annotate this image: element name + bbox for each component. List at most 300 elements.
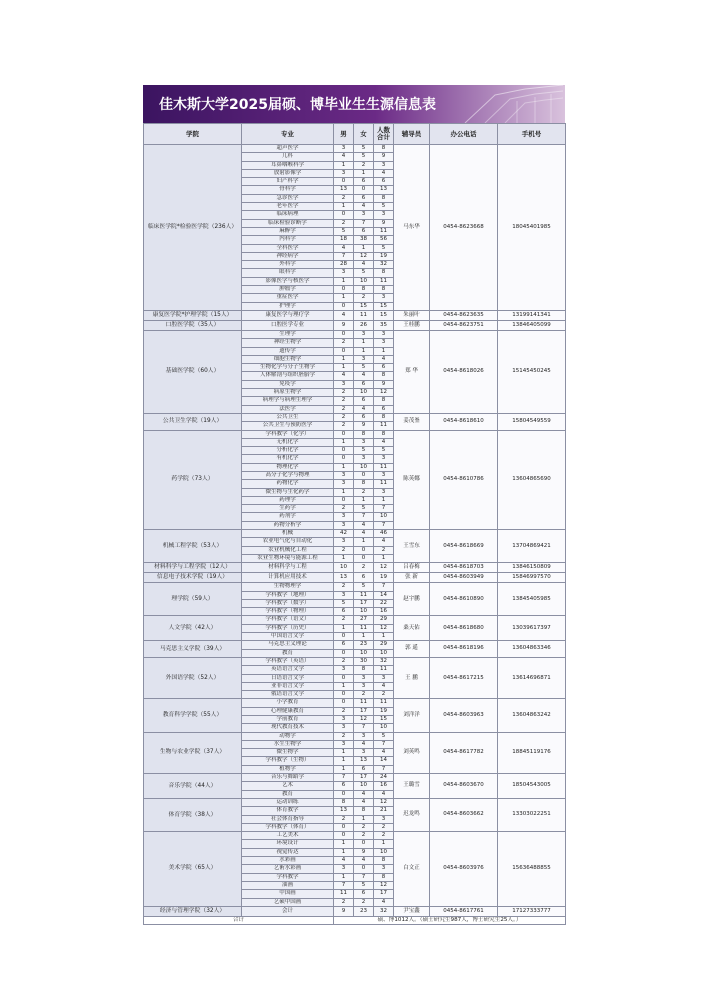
- major-name: 无机化学: [242, 438, 334, 446]
- male-count: 0: [334, 832, 354, 840]
- total-count: 9: [374, 153, 394, 161]
- male-count: 0: [334, 691, 354, 699]
- female-count: 10: [354, 782, 374, 790]
- male-count: 0: [334, 430, 354, 438]
- total-count: 7: [374, 765, 394, 773]
- male-count: 1: [334, 277, 354, 285]
- major-name: 艺术: [242, 782, 334, 790]
- table-row: [144, 563, 566, 573]
- total-count: 19: [374, 573, 394, 583]
- major-name: 小学教育: [242, 699, 334, 707]
- male-count: 3: [334, 169, 354, 177]
- office-phone: 0454-8623668: [430, 145, 498, 311]
- office-phone: 0454-8618026: [430, 330, 498, 413]
- total-count: 4: [374, 169, 394, 177]
- total-count: 1: [374, 496, 394, 504]
- total-count: 1: [374, 554, 394, 562]
- major-name: 水彩画: [242, 857, 334, 865]
- total-count: 35: [374, 320, 394, 330]
- male-count: 2: [334, 413, 354, 421]
- college-name: 音乐学院（44人）: [144, 774, 242, 799]
- male-count: 2: [334, 732, 354, 740]
- major-name: 法医学: [242, 405, 334, 413]
- female-count: 2: [354, 294, 374, 302]
- total-count: 11: [374, 480, 394, 488]
- total-count: 4: [374, 438, 394, 446]
- major-name: 妇产科学: [242, 178, 334, 186]
- total-count: 8: [374, 372, 394, 380]
- mobile-phone: 13199141341: [498, 310, 566, 320]
- total-count: 3: [374, 294, 394, 302]
- counselor-name: 桑天佑: [394, 616, 430, 641]
- total-count: 3: [374, 161, 394, 169]
- table-row: [144, 699, 566, 707]
- major-name: 超声医学: [242, 145, 334, 153]
- male-count: 1: [334, 488, 354, 496]
- total-count: 32: [374, 261, 394, 269]
- male-count: 2: [334, 389, 354, 397]
- female-count: 38: [354, 236, 374, 244]
- female-count: 1: [354, 538, 374, 546]
- major-name: 全科医学: [242, 244, 334, 252]
- male-count: 4: [334, 153, 354, 161]
- total-count: 2: [374, 691, 394, 699]
- female-count: 2: [354, 832, 374, 840]
- major-name: 学科教学: [242, 873, 334, 881]
- major-name: 儿科: [242, 153, 334, 161]
- total-count: 1: [374, 633, 394, 641]
- female-count: 6: [354, 573, 374, 583]
- female-count: 26: [354, 320, 374, 330]
- major-name: 艺術水彩画: [242, 865, 334, 873]
- total-count: 5: [374, 447, 394, 455]
- female-count: 2: [354, 488, 374, 496]
- total-count: 10: [374, 649, 394, 657]
- office-phone: 0454-8610786: [430, 430, 498, 530]
- counselor-name: 刘英鸣: [394, 732, 430, 773]
- total-count: 6: [374, 364, 394, 372]
- table-row: [144, 573, 566, 583]
- mobile-phone: 13704869421: [498, 530, 566, 563]
- info-sheet: [143, 85, 565, 923]
- mobile-phone: 18045401985: [498, 145, 566, 311]
- male-count: 3: [334, 480, 354, 488]
- total-count: 8: [374, 397, 394, 405]
- total-count: 3: [374, 455, 394, 463]
- female-count: 27: [354, 616, 374, 624]
- major-name: 日语语言文学: [242, 674, 334, 682]
- male-count: 1: [334, 624, 354, 632]
- female-count: 6: [354, 178, 374, 186]
- title-banner: [143, 85, 565, 123]
- total-count: 22: [374, 599, 394, 607]
- female-count: 11: [354, 624, 374, 632]
- male-count: 3: [334, 380, 354, 388]
- major-name: 学科教学（英语）: [242, 657, 334, 665]
- total-count: 14: [374, 591, 394, 599]
- counselor-name: 王桂鹏: [394, 320, 430, 330]
- female-count: 23: [354, 641, 374, 649]
- male-count: 7: [334, 774, 354, 782]
- total-label: 合计: [144, 916, 334, 924]
- male-count: 0: [334, 699, 354, 707]
- female-count: 4: [354, 790, 374, 798]
- college-name: 信息电子技术学院（19人）: [144, 573, 242, 583]
- male-count: 1: [334, 554, 354, 562]
- male-count: 2: [334, 405, 354, 413]
- female-count: 0: [354, 865, 374, 873]
- college-name: 药学院（73人）: [144, 430, 242, 530]
- female-count: 3: [354, 355, 374, 363]
- major-name: 重症医学: [242, 294, 334, 302]
- female-count: 10: [354, 277, 374, 285]
- male-count: 3: [334, 666, 354, 674]
- male-count: 4: [334, 244, 354, 252]
- counselor-name: 郭 遥: [394, 641, 430, 658]
- major-name: 工艺美术: [242, 832, 334, 840]
- total-count: 14: [374, 757, 394, 765]
- female-count: 4: [354, 521, 374, 529]
- female-count: 5: [354, 153, 374, 161]
- header-office-phone: 办公电话: [430, 124, 498, 145]
- major-name: 亚非语言文学: [242, 682, 334, 690]
- male-count: 0: [334, 823, 354, 831]
- total-count: 3: [374, 815, 394, 823]
- college-name: 马克思主义学院（39人）: [144, 641, 242, 658]
- major-name: 临床病理: [242, 211, 334, 219]
- female-count: 4: [354, 798, 374, 806]
- mobile-phone: 13039617397: [498, 616, 566, 641]
- female-count: 5: [354, 145, 374, 153]
- male-count: 1: [334, 757, 354, 765]
- mobile-phone: 15636488855: [498, 832, 566, 907]
- total-count: 8: [374, 269, 394, 277]
- counselor-name: 姜茂崟: [394, 413, 430, 430]
- header-major: 专业: [242, 124, 334, 145]
- male-count: 0: [334, 455, 354, 463]
- female-count: 5: [354, 447, 374, 455]
- major-name: 植物学: [242, 765, 334, 773]
- college-name: 经济与管理学院（32人）: [144, 906, 242, 916]
- female-count: 3: [354, 330, 374, 338]
- male-count: 0: [334, 496, 354, 504]
- header-counselor: 辅导员: [394, 124, 430, 145]
- female-count: 6: [354, 380, 374, 388]
- major-name: 学科教学（物理）: [242, 608, 334, 616]
- female-count: 4: [354, 372, 374, 380]
- table-row: [144, 320, 566, 330]
- female-count: 3: [354, 211, 374, 219]
- major-name: 机械: [242, 530, 334, 538]
- counselor-name: 王 鹏: [394, 657, 430, 698]
- total-count: 19: [374, 252, 394, 260]
- male-count: 1: [334, 355, 354, 363]
- male-count: 5: [334, 599, 354, 607]
- counselor-name: 吕春梅: [394, 563, 430, 573]
- mobile-phone: 15145450245: [498, 330, 566, 413]
- total-count: 2: [374, 546, 394, 554]
- major-name: 生理学: [242, 330, 334, 338]
- header-college: 学院: [144, 124, 242, 145]
- female-count: 0: [354, 546, 374, 554]
- male-count: 2: [334, 898, 354, 906]
- total-count: 10: [374, 848, 394, 856]
- office-phone: 0454-8617782: [430, 732, 498, 773]
- page-title: 佳木斯大学2025届硕、博毕业生生源信息表: [159, 97, 436, 113]
- male-count: 3: [334, 538, 354, 546]
- male-count: 2: [334, 657, 354, 665]
- male-count: 3: [334, 513, 354, 521]
- female-count: 6: [354, 194, 374, 202]
- major-name: 细胞生物学: [242, 355, 334, 363]
- table-row: [144, 145, 566, 153]
- male-count: 2: [334, 616, 354, 624]
- major-name: 艺硕中国画: [242, 898, 334, 906]
- male-count: 3: [334, 740, 354, 748]
- male-count: 42: [334, 530, 354, 538]
- total-count: 11: [374, 666, 394, 674]
- total-count: 8: [374, 413, 394, 421]
- total-count: 46: [374, 530, 394, 538]
- table-row: [144, 657, 566, 665]
- total-count: 15: [374, 310, 394, 320]
- college-name: 体育学院（38人）: [144, 798, 242, 831]
- table-row: [144, 530, 566, 538]
- total-count: 32: [374, 657, 394, 665]
- total-count: 12: [374, 624, 394, 632]
- major-name: 学科教学（数学）: [242, 599, 334, 607]
- female-count: 0: [354, 554, 374, 562]
- total-count: 8: [374, 145, 394, 153]
- major-name: 油画: [242, 881, 334, 889]
- major-name: 药理学: [242, 496, 334, 504]
- total-count: 15: [374, 716, 394, 724]
- major-name: 社会体育指导: [242, 815, 334, 823]
- total-count: 3: [374, 211, 394, 219]
- major-name: 物理化学: [242, 463, 334, 471]
- office-phone: 0454-8618703: [430, 563, 498, 573]
- total-count: 32: [374, 906, 394, 916]
- major-name: 学科教学（化学）: [242, 430, 334, 438]
- female-count: 7: [354, 873, 374, 881]
- female-count: 0: [354, 840, 374, 848]
- total-count: 12: [374, 881, 394, 889]
- female-count: 6: [354, 397, 374, 405]
- mobile-phone: 13303022251: [498, 798, 566, 831]
- female-count: 7: [354, 724, 374, 732]
- total-count: 29: [374, 616, 394, 624]
- female-count: 11: [354, 699, 374, 707]
- major-name: 生物化学与分子生物学: [242, 364, 334, 372]
- table-row: [144, 832, 566, 840]
- college-name: 临床医学院*检验医学院（236人）: [144, 145, 242, 311]
- female-count: 17: [354, 707, 374, 715]
- female-count: 5: [354, 583, 374, 591]
- total-count: 12: [374, 389, 394, 397]
- major-name: 耳鼻咽喉科学: [242, 161, 334, 169]
- major-name: 放射影像学: [242, 169, 334, 177]
- female-count: 3: [354, 682, 374, 690]
- male-count: 1: [334, 364, 354, 372]
- male-count: 2: [334, 707, 354, 715]
- total-count: 8: [374, 857, 394, 865]
- office-phone: 0454-8618196: [430, 641, 498, 658]
- female-count: 8: [354, 430, 374, 438]
- counselor-name: 王璐雪: [394, 774, 430, 799]
- major-name: 急诊医学: [242, 194, 334, 202]
- counselor-name: 尹宝鑫: [394, 906, 430, 916]
- mobile-phone: 13845405985: [498, 583, 566, 616]
- male-count: 3: [334, 269, 354, 277]
- female-count: 6: [354, 765, 374, 773]
- male-count: 5: [334, 227, 354, 235]
- major-name: 心理健康教育: [242, 707, 334, 715]
- mobile-phone: 13614696871: [498, 657, 566, 698]
- female-count: 1: [354, 339, 374, 347]
- male-count: 2: [334, 505, 354, 513]
- major-name: 遗传学: [242, 347, 334, 355]
- major-name: 马克思主义理论: [242, 641, 334, 649]
- total-count: 3: [374, 339, 394, 347]
- male-count: 7: [334, 252, 354, 260]
- major-name: 生物物理学: [242, 583, 334, 591]
- major-name: 运动训练: [242, 798, 334, 806]
- major-name: 骨科学: [242, 186, 334, 194]
- male-count: 2: [334, 546, 354, 554]
- female-count: 8: [354, 480, 374, 488]
- female-count: 12: [354, 716, 374, 724]
- female-count: 4: [354, 203, 374, 211]
- major-name: 药物分析学: [242, 521, 334, 529]
- header-male: 男: [334, 124, 354, 145]
- male-count: 6: [334, 782, 354, 790]
- total-count: 4: [374, 355, 394, 363]
- major-name: 会计: [242, 906, 334, 916]
- male-count: 13: [334, 807, 354, 815]
- female-count: 3: [354, 438, 374, 446]
- male-count: 3: [334, 521, 354, 529]
- female-count: 10: [354, 649, 374, 657]
- male-count: 7: [334, 881, 354, 889]
- campus-building-graphic: [455, 85, 565, 123]
- total-count: 6: [374, 405, 394, 413]
- male-count: 2: [334, 194, 354, 202]
- major-name: 肿瘤学: [242, 286, 334, 294]
- male-count: 8: [334, 798, 354, 806]
- total-count: 1: [374, 840, 394, 848]
- female-count: 17: [354, 599, 374, 607]
- major-name: 微生物与生化药学: [242, 488, 334, 496]
- male-count: 2: [334, 422, 354, 430]
- female-count: 9: [354, 422, 374, 430]
- female-count: 8: [354, 666, 374, 674]
- college-name: 人文学院（42人）: [144, 616, 242, 641]
- major-name: 视觉传达: [242, 848, 334, 856]
- office-phone: 0454-8623635: [430, 310, 498, 320]
- college-name: 外国语学院（52人）: [144, 657, 242, 698]
- total-count: 9: [374, 380, 394, 388]
- male-count: 3: [334, 724, 354, 732]
- female-count: 5: [354, 881, 374, 889]
- major-name: 英语语言文学: [242, 666, 334, 674]
- major-name: 教育: [242, 790, 334, 798]
- total-count: 7: [374, 521, 394, 529]
- female-count: 1: [354, 169, 374, 177]
- header-mobile: 手机号: [498, 124, 566, 145]
- table-row: [144, 732, 566, 740]
- college-name: 理学院（59人）: [144, 583, 242, 616]
- female-count: 6: [354, 890, 374, 898]
- major-name: 体育教学: [242, 807, 334, 815]
- male-count: 28: [334, 261, 354, 269]
- total-count: 5: [374, 732, 394, 740]
- office-phone: 0454-8610890: [430, 583, 498, 616]
- female-count: 4: [354, 405, 374, 413]
- female-count: 2: [354, 898, 374, 906]
- male-count: 1: [334, 438, 354, 446]
- header-row: [144, 124, 566, 145]
- female-count: 0: [354, 186, 374, 194]
- major-name: 公共卫生与预防医学: [242, 422, 334, 430]
- female-count: 2: [354, 563, 374, 573]
- male-count: 1: [334, 765, 354, 773]
- female-count: 7: [354, 219, 374, 227]
- college-name: 美术学院（65人）: [144, 832, 242, 907]
- table-row: [144, 413, 566, 421]
- male-count: 13: [334, 573, 354, 583]
- female-count: 8: [354, 286, 374, 294]
- major-name: 免疫学: [242, 380, 334, 388]
- header-female: 女: [354, 124, 374, 145]
- mobile-phone: 17127333777: [498, 906, 566, 916]
- female-count: 5: [354, 505, 374, 513]
- major-name: 麻醉学: [242, 227, 334, 235]
- counselor-name: 朱丽叶: [394, 310, 430, 320]
- female-count: 11: [354, 310, 374, 320]
- counselor-name: 陈英娜: [394, 430, 430, 530]
- office-phone: 0454-8618610: [430, 413, 498, 430]
- total-count: 7: [374, 583, 394, 591]
- major-name: 神经生物学: [242, 339, 334, 347]
- total-count: 16: [374, 782, 394, 790]
- major-name: 病理学与病理生理学: [242, 397, 334, 405]
- male-count: 3: [334, 716, 354, 724]
- male-count: 18: [334, 236, 354, 244]
- total-count: 11: [374, 422, 394, 430]
- male-count: 11: [334, 890, 354, 898]
- college-name: 生物与农业学院（37人）: [144, 732, 242, 773]
- table-row: [144, 330, 566, 338]
- total-count: 16: [374, 608, 394, 616]
- table-row: [144, 310, 566, 320]
- female-count: 10: [354, 389, 374, 397]
- female-count: 1: [354, 815, 374, 823]
- table-row: [144, 430, 566, 438]
- total-count: 2: [374, 823, 394, 831]
- major-name: 药物化学: [242, 480, 334, 488]
- major-name: 学科教学（生物）: [242, 757, 334, 765]
- office-phone: 0454-8603963: [430, 699, 498, 732]
- graduate-table: [143, 123, 566, 925]
- male-count: 1: [334, 682, 354, 690]
- female-count: 10: [354, 608, 374, 616]
- major-name: 高分子化学与物理: [242, 471, 334, 479]
- total-count: 3: [374, 865, 394, 873]
- mobile-phone: 18845119176: [498, 732, 566, 773]
- major-name: 生药学: [242, 505, 334, 513]
- counselor-name: 马东华: [394, 145, 430, 311]
- male-count: 6: [334, 641, 354, 649]
